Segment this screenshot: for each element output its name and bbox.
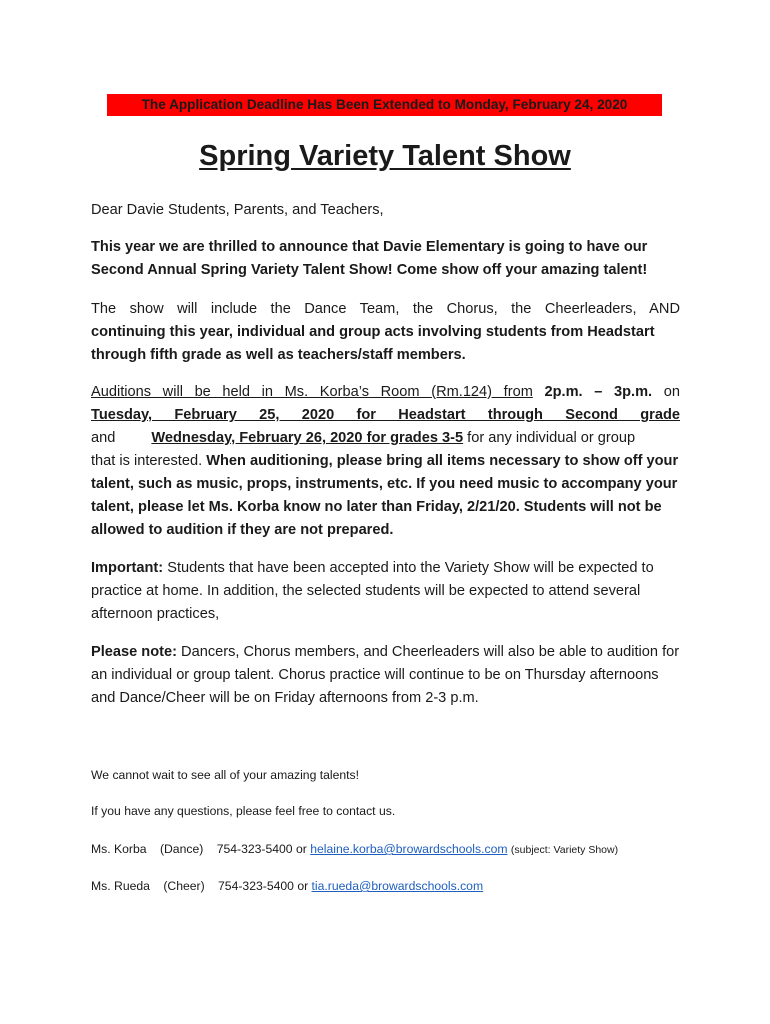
- show-details-line: The show will include the Dance Team, the Chorus, the Cheerleaders, AND: [91, 301, 680, 317]
- contact-korba: [91, 840, 618, 859]
- greeting: Dear Davie Students, Parents, and Teachers,: [91, 202, 384, 218]
- auditions-and: and: [91, 430, 116, 446]
- show-details-paragraph: [91, 298, 680, 367]
- auditions-any-individual: for any individual or group: [467, 430, 636, 446]
- please-note-paragraph: [91, 641, 680, 710]
- contact-role: (Cheer): [163, 879, 205, 893]
- please-note-label: Please note:: [91, 644, 177, 660]
- auditions-line-1: [91, 381, 680, 404]
- auditions-line-3: [91, 427, 680, 450]
- auditions-interested: that is interested.: [91, 453, 203, 469]
- auditions-wednesday: Wednesday, February 26, 2020 for grades 3-5: [151, 430, 464, 446]
- announcement-paragraph: This year we are thrilled to announce that Davie Elementary is going to have our Second Annual Spring Variety Talent Show! Come show off your amazing talent!: [91, 239, 648, 278]
- show-details-bold: continuing this year, individual and group acts involving students from Headstart through fifth grade as well as teachers/staff members.: [91, 324, 655, 363]
- deadline-banner: The Application Deadline Has Been Extended to Monday, February 24, 2020: [107, 94, 662, 116]
- questions-line: If you have any questions, please feel free to contact us.: [91, 804, 396, 818]
- contact-name: Ms. Korba: [91, 842, 147, 856]
- contact-rueda: [91, 877, 483, 895]
- auditions-bold-text: When auditioning, please bring all items necessary to show off your talent, such as music, props, instruments, etc. If you need music to accompany your talent, please let Ms. Korba know no later than Friday, 2/21/20. Students will not be allowed to audition if they are not prepared.: [91, 453, 679, 538]
- important-text: Students that have been accepted into the Variety Show will be expected to practice at home. In addition, the selected students will be expected to attend several afternoon practices,: [91, 560, 654, 622]
- contact-phone: 754-323-5400 or: [216, 842, 307, 856]
- contact-email-link[interactable]: helaine.korba@browardschools.com: [310, 842, 508, 856]
- auditions-instructions: [91, 450, 680, 542]
- auditions-tuesday: Tuesday, February 25, 2020 for Headstart through Second grade: [91, 407, 680, 423]
- closing-line: We cannot wait to see all of your amazing talents!: [91, 768, 360, 782]
- contact-note: (subject: Variety Show): [510, 844, 619, 856]
- contact-phone: 754-323-5400 or: [218, 879, 309, 893]
- page-title: Spring Variety Talent Show: [199, 140, 571, 172]
- contact-email-link[interactable]: tia.rueda@browardschools.com: [311, 879, 484, 893]
- important-paragraph: [91, 557, 680, 626]
- auditions-on: on: [663, 384, 680, 400]
- auditions-time: 2p.m. – 3p.m.: [544, 384, 653, 400]
- please-note-text: Dancers, Chorus members, and Cheerleaders will also be able to audition for an individual or group talent. Chorus practice will continue to be on Thursday afternoons and Dance/Cheer will be on Friday afternoons from 2-3 p.m.: [91, 644, 680, 706]
- contact-name: Ms. Rueda: [91, 879, 150, 893]
- auditions-location: Auditions will be held in Ms. Korba’s Room (Rm.124) from: [91, 384, 533, 400]
- important-label: Important:: [91, 560, 164, 576]
- contact-role: (Dance): [159, 842, 204, 856]
- auditions-paragraph: [91, 381, 680, 542]
